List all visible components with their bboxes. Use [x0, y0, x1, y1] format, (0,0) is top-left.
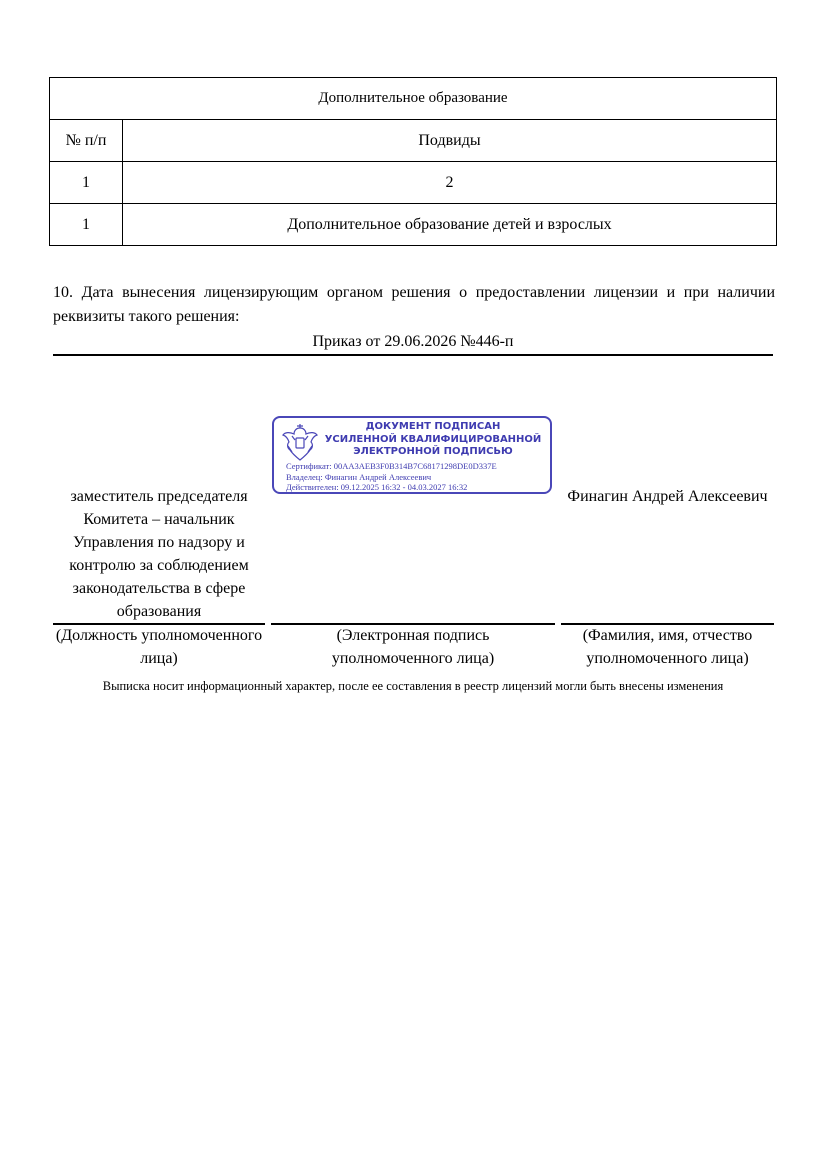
table-header-row [50, 120, 777, 162]
stamp-details [286, 461, 497, 493]
section-10-text: 10. Дата вынесения лицензирующим органом решения о предоставлении лицензии и при наличии реквизиты такого решения: [53, 284, 775, 325]
stamp-certificate: Сертификат: 00AA3AEB3F0B314B7C68171298DE0D337E [286, 461, 497, 471]
table-title-row [50, 78, 777, 120]
caption-signature: (Электронная подпись уполномоченного лица) [331, 627, 495, 667]
row-number: 1 [50, 204, 123, 246]
col-number-2: 2 [123, 162, 777, 204]
table-title: Дополнительное образование [50, 78, 777, 120]
official-position: заместитель председателя Комитета – начальник Управления по надзору и контролю за соблюдением законодательства в сфере образования [69, 488, 249, 620]
subtypes-table [49, 77, 777, 246]
stamp-validity: Действителен: 09.12.2025 16:32 - 04.03.2027 16:32 [286, 482, 468, 492]
stamp-heading [318, 421, 548, 459]
caption-position: (Должность уполномоченного лица) [55, 627, 263, 667]
footer-note: Выписка носит информационный характер, после ее составления в реестр лицензий могли быть внесены изменения [102, 679, 724, 693]
stamp-owner: Владелец: Финагин Андрей Алексеевич [286, 471, 432, 482]
col-header-subtypes: Подвиды [123, 120, 777, 162]
col-number-1: 1 [50, 162, 123, 204]
col-header-number: № п/п [50, 120, 123, 162]
official-name: Финагин Андрей Алексеевич [567, 488, 768, 505]
stamp-line-3: ЭЛЕКТРОННОЙ ПОДПИСЬЮ [353, 446, 513, 457]
table-row [50, 204, 777, 246]
row-subtype: Дополнительное образование детей и взрослых [123, 204, 777, 246]
decision-details: Приказ от 29.06.2026 №446-п [53, 330, 773, 356]
coat-of-arms-icon [280, 422, 320, 464]
stamp-line-2: УСИЛЕННОЙ КВАЛИФИЦИРОВАННОЙ [324, 433, 542, 445]
caption-name: (Фамилия, имя, отчество уполномоченного лица) [582, 627, 753, 667]
stamp-line-1: ДОКУМЕНТ ПОДПИСАН [365, 421, 501, 432]
table-colnum-row [50, 162, 777, 204]
e-signature-stamp [272, 416, 552, 494]
